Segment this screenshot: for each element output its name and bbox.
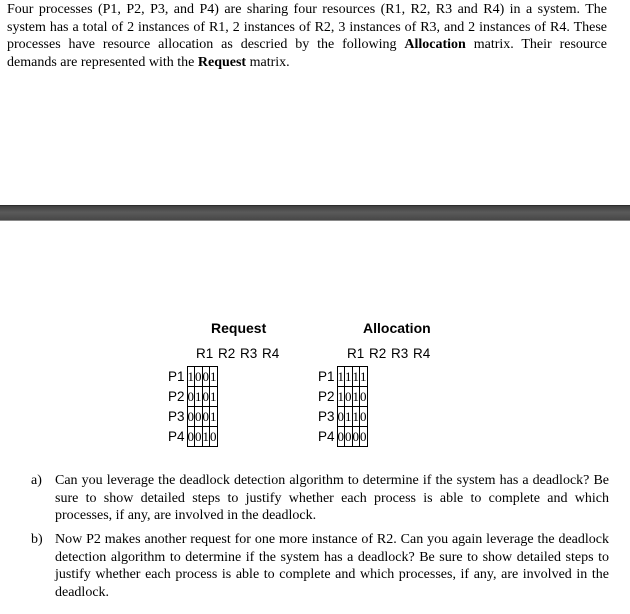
intro-text-3: matrix. <box>246 54 290 70</box>
allocation-cell: 1 <box>352 367 360 387</box>
allocation-title: Allocation <box>363 320 431 336</box>
allocation-keyword: Allocation <box>404 37 466 52</box>
allocation-row-label: P1 <box>318 369 335 384</box>
allocation-cell: 0 <box>337 427 345 447</box>
request-row <box>168 387 217 407</box>
intro-text-2: matrix. Their resource demands are represented with the <box>7 37 607 70</box>
allocation-cell: 1 <box>337 367 345 387</box>
request-cell: 1 <box>210 407 218 427</box>
allocation-cell: 1 <box>352 387 360 407</box>
request-cell: 0 <box>195 427 203 447</box>
request-cell: 0 <box>195 407 203 427</box>
allocation-row-label: P2 <box>318 389 335 404</box>
allocation-table <box>318 366 368 447</box>
request-row-label: P4 <box>168 429 185 444</box>
request-table <box>168 366 218 447</box>
allocation-cell: 1 <box>352 407 360 427</box>
allocation-cell: 0 <box>345 427 353 447</box>
request-cell: 1 <box>195 387 203 407</box>
allocation-cell: 0 <box>360 407 368 427</box>
question-a <box>31 472 609 525</box>
request-cell: 0 <box>187 387 195 407</box>
request-cell: 0 <box>210 427 218 447</box>
request-keyword: Request <box>197 54 247 70</box>
allocation-cell: 0 <box>345 387 353 407</box>
question-a-marker: a) <box>31 473 42 488</box>
question-b-marker: b) <box>31 532 43 547</box>
allocation-cell: 1 <box>360 367 368 387</box>
request-cell: 1 <box>210 387 218 407</box>
request-cell: 0 <box>187 407 195 427</box>
allocation-cell: 1 <box>345 367 353 387</box>
question-b <box>31 531 609 601</box>
problem-statement <box>7 1 607 71</box>
allocation-column-headers: R1 R2 R3 R4 <box>347 346 431 361</box>
allocation-cell: 0 <box>360 427 368 447</box>
request-row-label: P3 <box>168 409 185 424</box>
question-a-text: Can you leverage the deadlock detection algorithm to determine if the system has a deadlock? Be sure to show detailed steps to justify whether each process is able to complete and which processes, if any, are involved in the deadlock. <box>55 473 609 523</box>
request-row <box>168 407 217 427</box>
allocation-row <box>318 427 367 447</box>
allocation-row-label: P4 <box>318 429 335 444</box>
request-cell: 1 <box>187 367 195 387</box>
request-row <box>168 427 217 447</box>
allocation-cell: 0 <box>337 407 345 427</box>
request-cell: 0 <box>202 407 210 427</box>
request-cell: 0 <box>195 367 203 387</box>
request-row <box>168 367 217 387</box>
allocation-row-label: P3 <box>318 409 335 424</box>
allocation-cell: 1 <box>337 387 345 407</box>
question-b-text: Now P2 makes another request for one more instance of R2. Can you again leverage the deadlock detection algorithm to determine if the system has a deadlock? Be sure to show detailed steps to justify whether each process is able to complete and which processes, if any, are involved in the deadlock. <box>55 532 609 600</box>
request-row-label: P2 <box>168 389 185 404</box>
allocation-row <box>318 387 367 407</box>
request-column-headers: R1 R2 R3 R4 <box>196 346 280 361</box>
request-title: Request <box>211 320 267 336</box>
request-cell: 1 <box>202 427 210 447</box>
allocation-row <box>318 367 367 387</box>
allocation-cell: 0 <box>352 427 360 447</box>
request-cell: 0 <box>202 367 210 387</box>
allocation-cell: 0 <box>360 387 368 407</box>
intro-text-1: Four processes (P1, P2, P3, and P4) are sharing four resources (R1, R2, R3 and R4) in a system. The system has a total of 2 instances of R1, 2 instances of R2, 3 instances of R3, and 2 instances of R4. These processes have resource allocation as descried by the following <box>7 2 607 52</box>
request-cell: 1 <box>210 367 218 387</box>
request-cell: 0 <box>187 427 195 447</box>
page-divider <box>0 205 630 221</box>
allocation-cell: 1 <box>345 407 353 427</box>
request-cell: 0 <box>202 387 210 407</box>
allocation-row <box>318 407 367 427</box>
request-row-label: P1 <box>168 369 185 384</box>
